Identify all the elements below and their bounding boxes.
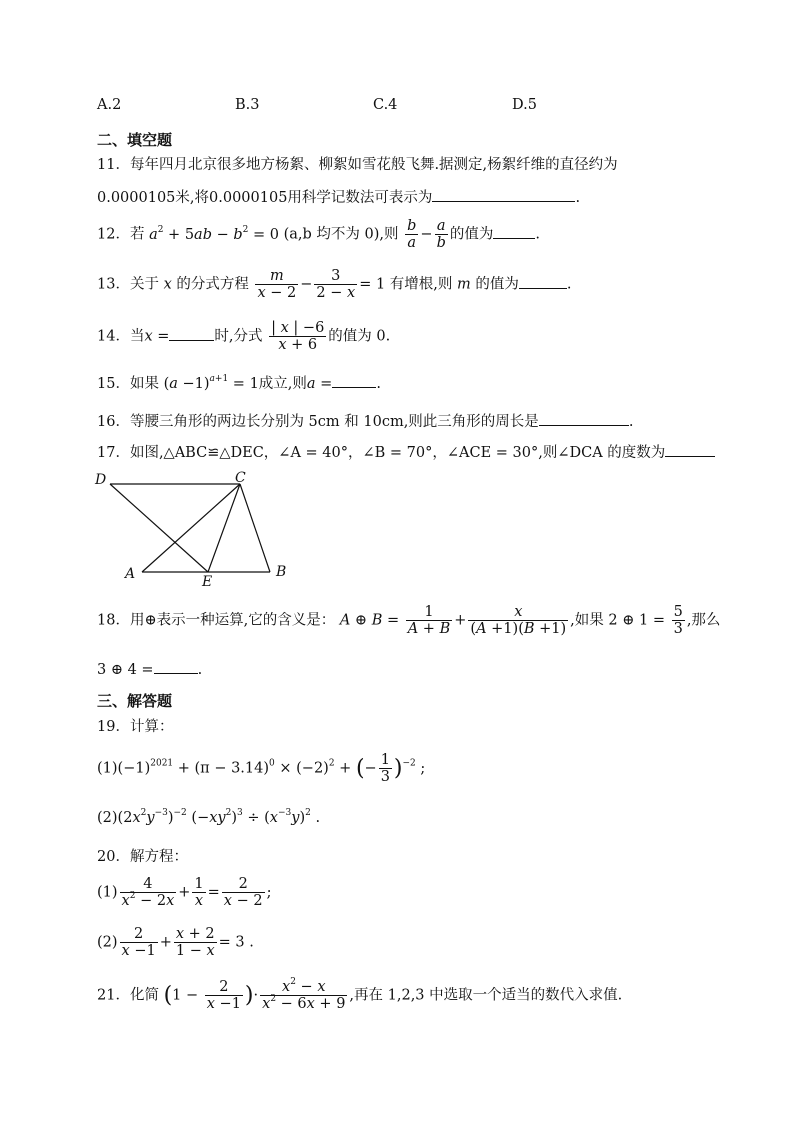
q17-answer-blank	[665, 444, 715, 457]
q15-number: 15．	[97, 376, 130, 392]
q20-part2: (2) $\frac{2}{x -1}$ + $\frac{x + 2}{1 - x}$ = 3 .	[97, 926, 254, 959]
q14-number: 14．	[97, 328, 130, 345]
q12-fraction-b-over-a: $\frac{b}{a}$	[407, 218, 417, 251]
label-d: D	[95, 472, 107, 488]
label-b: B	[276, 564, 287, 580]
q18-fraction-2: $\frac{x}{(A +1)(B +1)}$	[470, 604, 567, 637]
q19: 19．计算：	[97, 719, 174, 735]
option-d: D.5	[512, 97, 537, 113]
section-solve-heading: 三、解答题	[97, 692, 173, 710]
q11-line1	[97, 153, 618, 174]
q14-answer-blank	[169, 328, 214, 341]
q20-fraction-5: $\frac{x + 2}{1 - x}$	[175, 926, 215, 959]
q20: 20．解方程：	[97, 849, 188, 865]
q19-part2: $(2)(2x^2y^{-3})^{-2}$ $(-xy^2)^3 \div (x^{-3}y)^2$ .	[97, 808, 321, 826]
q20-fraction-2: $\frac{1}{x}$	[194, 876, 204, 909]
section-fill-heading: 二、填空题	[97, 131, 173, 149]
q17: 17．如图,△ABC≌△DEC，∠A = 40°，∠B = 70°，∠ACE = 30°,则∠DCA 的度数为	[97, 441, 715, 462]
segment-bc	[240, 484, 270, 572]
q13-answer-blank	[519, 276, 567, 289]
q12-condition: (a,b 均不为 0),则	[283, 226, 399, 243]
q11-answer-blank	[432, 189, 575, 202]
q21-number: 21．	[97, 987, 130, 1004]
q16-number: 16．	[97, 414, 130, 430]
q18-fraction-5-3: $\frac{5}{3}$	[673, 604, 683, 637]
q12-answer-blank	[493, 226, 535, 239]
q20-number: 20．	[97, 849, 130, 865]
q20-part1: (1) $\frac{4}{x^2 - 2x}$ + $\frac{1}{x}$ = $\frac{2}{x - 2}$ ;	[97, 876, 272, 909]
q15-equation: $(a -1)^{a+1} = 1$	[163, 374, 259, 392]
q16-answer-blank	[539, 413, 629, 426]
option-c: C.4	[373, 97, 398, 113]
segment-ec	[208, 484, 240, 572]
label-a: A	[125, 566, 136, 582]
label-c: C	[235, 470, 246, 486]
q15: 15．如果 $(a -1)^{a+1} = 1$成立,则a = .	[97, 374, 381, 392]
q11-number: 11．	[97, 157, 130, 173]
q13-number: 13．	[97, 276, 130, 293]
q14-fraction: $\frac{| x | -6}{x + 6}$	[271, 320, 325, 353]
q14: 14．当x = 时,分式 $\frac{| x | -6}{x + 6}$ 的值为 0.	[97, 320, 391, 353]
q21-fraction-2: $\frac{x^2 - x}{x^2 - 6x + 9}$	[262, 977, 346, 1012]
q18: 18．用⊕表示一种运算,它的含义是： A ⊕ B = $\frac{1}{A + B}$ + $\frac{x}{(A +1)(B +1)}$ ,如果 2 ⊕ 1 = $\frac{5}{3}$ ,那么	[97, 604, 721, 637]
q21: 21．化简 (1 − $\frac{2}{x -1}$ )· $\frac{x^2 - x}{x^2 - 6x + 9}$ ,再在 1,2,3 中选取一个适当的数代入求值.	[97, 977, 623, 1012]
option-a: A.2	[97, 97, 122, 113]
label-e: E	[202, 574, 213, 590]
q12: 12．若 $a^2 + 5ab - b^2 = 0$ (a,b 均不为 0),则 $\frac{b}{a}$ − $\frac{a}{b}$ 的值为 .	[97, 218, 540, 251]
q15-answer-blank	[332, 375, 376, 388]
q19-part1: $(1)(-1)^{2021} + (\pi - 3.14)^0 \times (-2)^2$ + (− $\frac{1}{3}$ )$^{-2}$ ;	[97, 752, 426, 785]
triangle-figure	[90, 468, 300, 593]
q13-fraction-m: $\frac{m}{x - 2}$	[257, 268, 297, 301]
q11-text: 每年四月北京很多地方杨絮、柳絮如雪花般飞舞.据测定,杨絮纤维的直径约为	[129, 157, 618, 173]
q18-number: 18．	[97, 612, 130, 629]
q18-fraction-1: $\frac{1}{A + B}$	[407, 604, 451, 637]
segment-de	[110, 484, 208, 572]
q20-fraction-4: $\frac{2}{x -1}$	[121, 926, 156, 959]
q13-fraction-3: $\frac{3}{2 - x}$	[316, 268, 356, 301]
q20-fraction-1: $\frac{4}{x^2 - 2x}$	[121, 876, 175, 909]
q21-fraction-1: $\frac{2}{x -1}$	[206, 979, 241, 1012]
q20-fraction-3: $\frac{2}{x - 2}$	[223, 876, 263, 909]
q12-equation: $a^2 + 5ab - b^2 = 0$	[149, 224, 279, 243]
q19-number: 19．	[97, 719, 130, 735]
option-b: B.3	[235, 97, 260, 113]
segment-ac	[142, 484, 240, 572]
q18-answer-blank	[154, 661, 198, 674]
q19-fraction: $\frac{1}{3}$	[380, 752, 390, 785]
q16: 16．等腰三角形的两边长分别为 5cm 和 10cm,则此三角形的周长是 .	[97, 414, 634, 430]
q18-line2: 3 ⊕ 4 = .	[97, 662, 203, 678]
q11-line2: 0.0000105米,将0.0000105用科学记数法可表示为 .	[97, 190, 581, 206]
q13: 13．关于 x 的分式方程 $\frac{m}{x - 2}$ − $\frac{3}{2 - x}$ = 1 有增根,则 m 的值为 .	[97, 268, 572, 301]
q12-number: 12．	[97, 226, 130, 243]
q11-text2: 0.0000105米,将0.0000105用科学记数法可表示为	[97, 190, 433, 206]
q17-number: 17．	[97, 445, 130, 461]
q12-fraction-a-over-b: $\frac{a}{b}$	[436, 218, 446, 251]
